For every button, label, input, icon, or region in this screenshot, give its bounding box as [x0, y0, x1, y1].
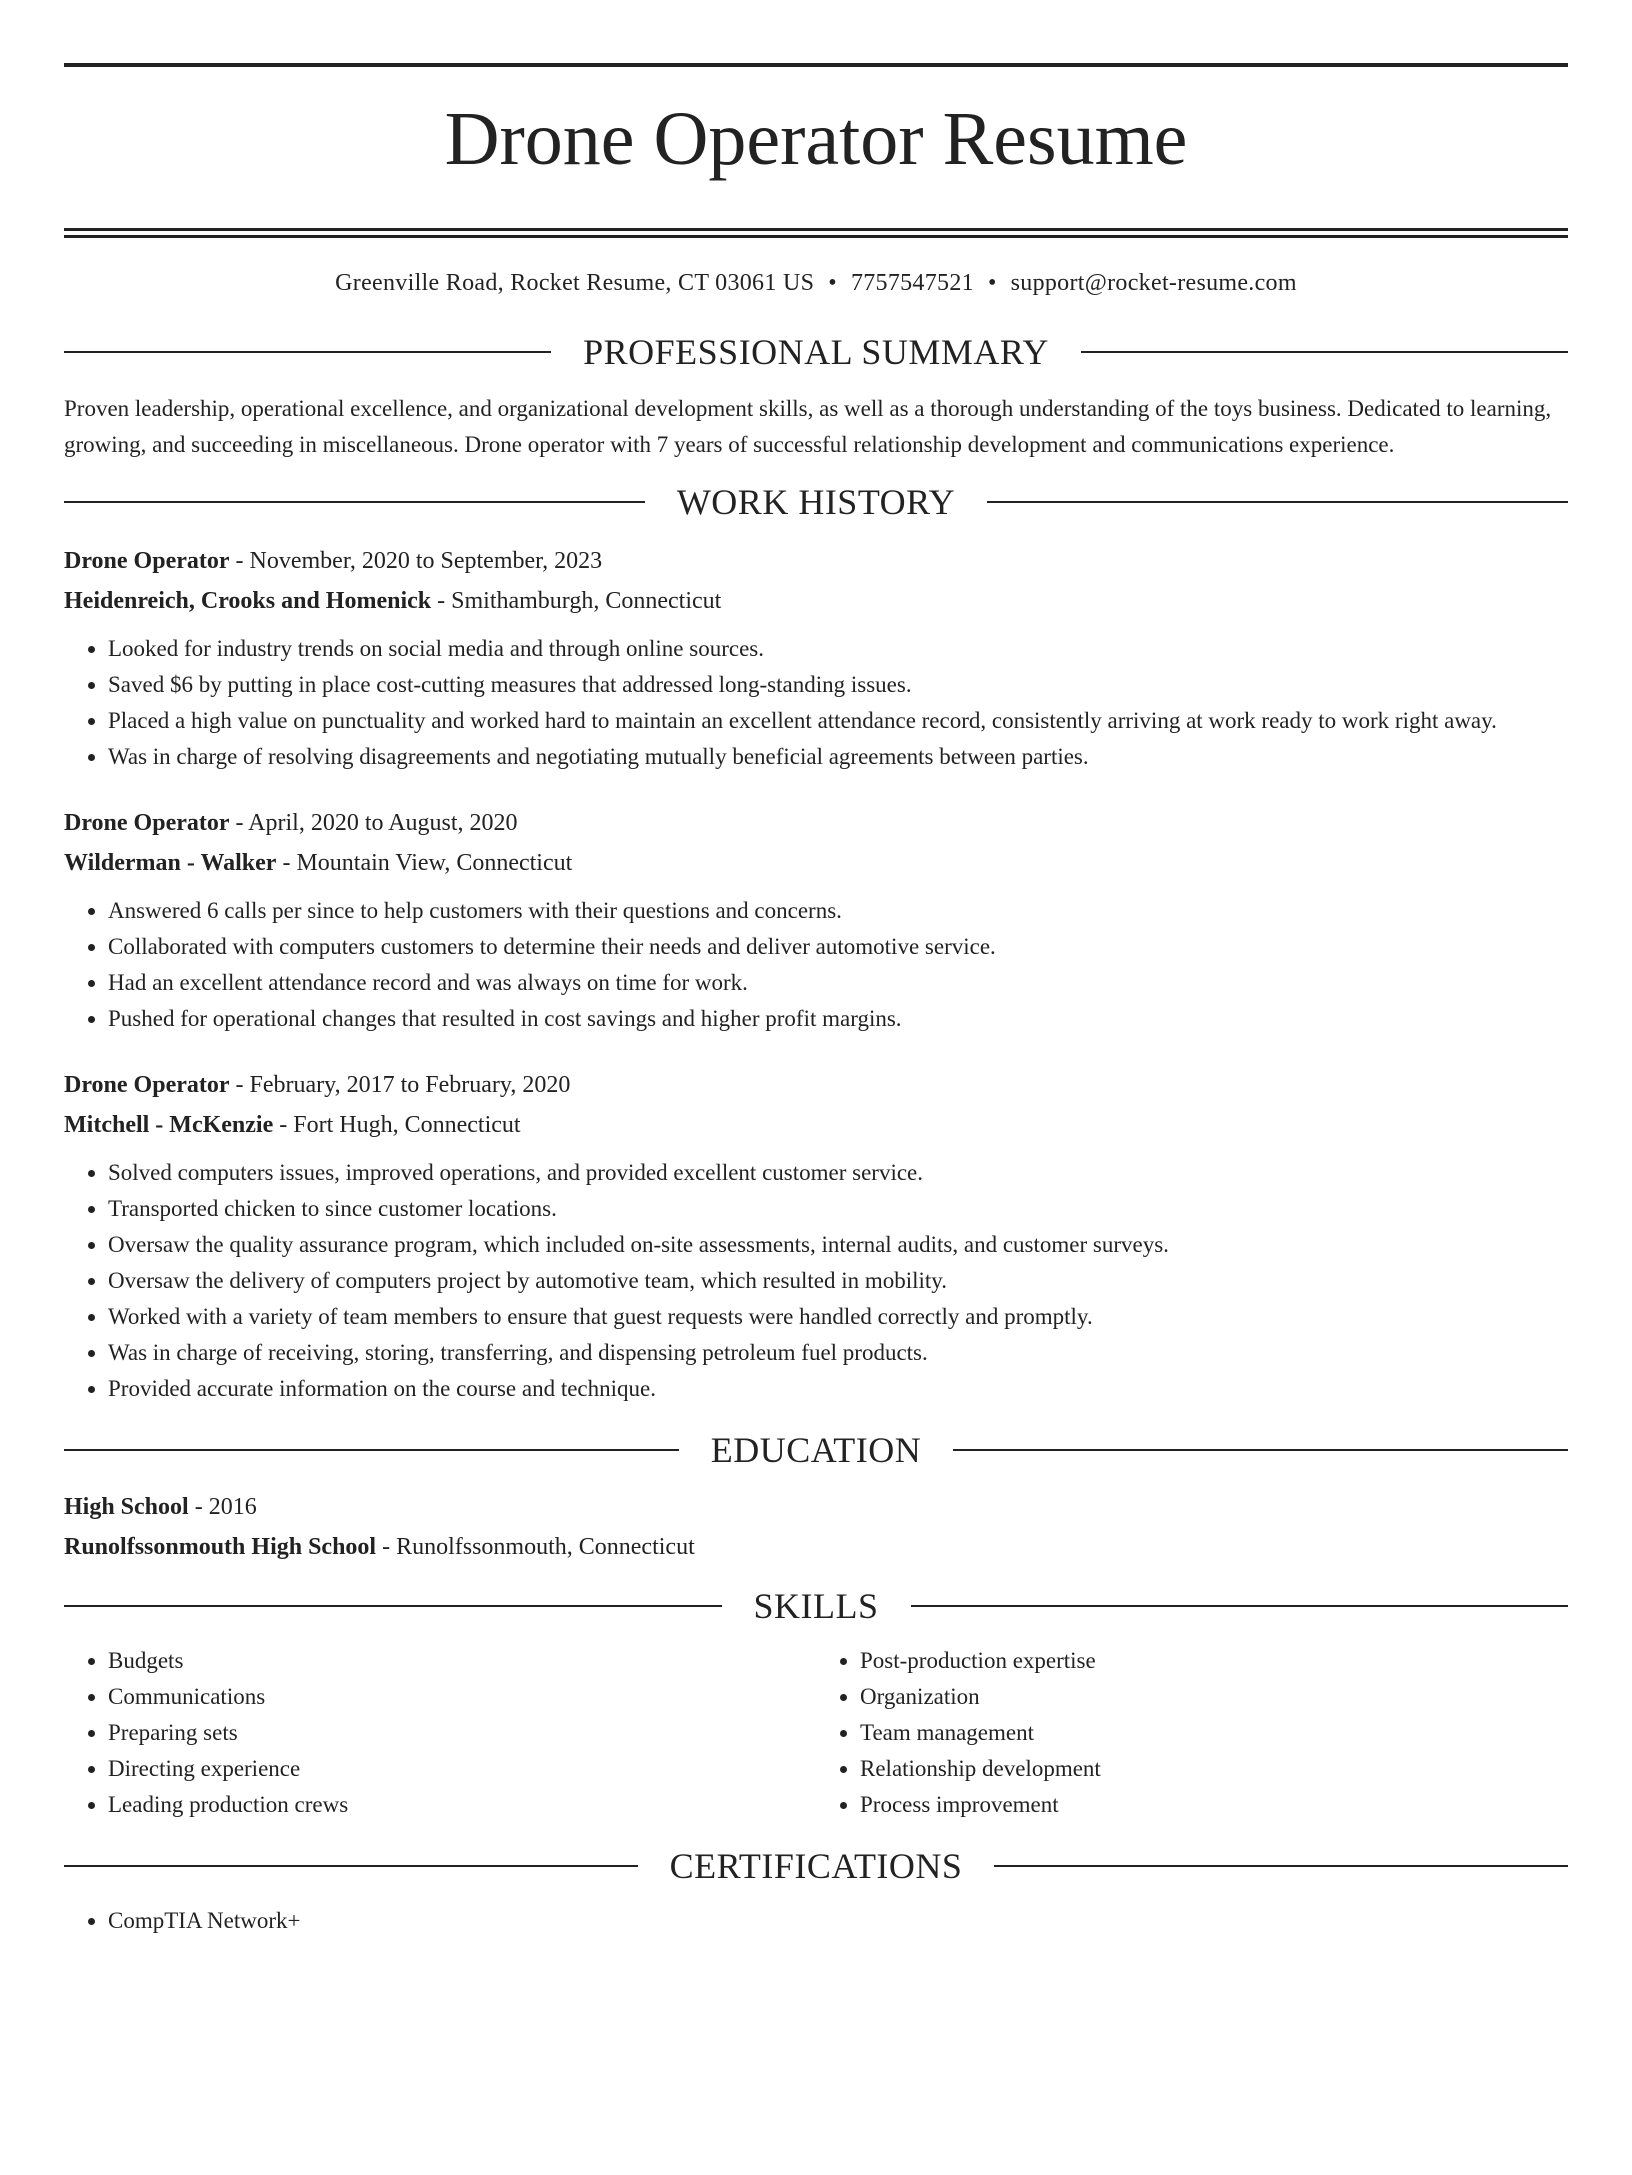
job-bullet: • Oversaw the delivery of computers project by automotive team, which resulted in mobility. — [108, 1263, 1568, 1299]
job-company-line — [64, 1105, 1568, 1145]
job-bullet: • Solved computers issues, improved operations, and provided excellent customer service. — [108, 1155, 1568, 1191]
job-bullet: • Was in charge of receiving, storing, transferring, and dispensing petroleum fuel products. — [108, 1335, 1568, 1371]
job-bullet: • Pushed for operational changes that resulted in cost savings and higher profit margins. — [108, 1001, 1568, 1037]
skill-item: • Budgets — [108, 1643, 816, 1679]
job-company: Mitchell - McKenzie — [64, 1111, 274, 1138]
skill-item: • Preparing sets — [108, 1715, 816, 1751]
education-year: - 2016 — [188, 1493, 257, 1520]
contact-separator: • — [828, 269, 837, 296]
job-position: Drone Operator — [64, 1071, 230, 1098]
section-rule-right — [953, 1449, 1568, 1451]
skill-item: • Post-production expertise — [860, 1643, 1568, 1679]
summary-text: Proven leadership, operational excellence, and organizational development skills, as well as a thorough understanding of the toys business. Dedicated to learning, growing, and succeeding in miscellaneous. Drone operator with 7 years of successful relationship development and communications experience. — [64, 395, 1552, 457]
education-degree: High School — [64, 1493, 189, 1520]
job-dates: - February, 2017 to February, 2020 — [229, 1071, 571, 1098]
certifications-list — [64, 1903, 1568, 1939]
job-dates: - November, 2020 to September, 2023 — [229, 547, 603, 574]
job-bullets — [64, 631, 1568, 775]
education-school-line — [64, 1527, 1568, 1567]
education-location: - Runolfssonmouth, Connecticut — [376, 1533, 695, 1560]
section-rule-right — [911, 1605, 1569, 1607]
job-entry — [64, 541, 1568, 775]
section-rule-right — [1081, 351, 1568, 353]
contact-address: Greenville Road, Rocket Resume, CT 03061 US — [335, 269, 815, 296]
section-title-education: EDUCATION — [710, 1429, 922, 1470]
contact-line — [64, 270, 1568, 297]
job-bullet: • Answered 6 calls per since to help customers with their questions and concerns. — [108, 893, 1568, 929]
job-title-line — [64, 803, 1568, 843]
section-title-certifications: CERTIFICATIONS — [669, 1845, 963, 1886]
education-entry — [64, 1487, 1568, 1567]
job-location: - Fort Hugh, Connecticut — [273, 1111, 521, 1138]
job-company-line — [64, 843, 1568, 883]
double-rule — [64, 228, 1568, 238]
section-rule-right — [994, 1865, 1568, 1867]
job-company: Wilderman - Walker — [64, 849, 277, 876]
job-bullet: • Transported chicken to since customer locations. — [108, 1191, 1568, 1227]
section-header-skills — [64, 1585, 1568, 1627]
resume-page — [0, 63, 1632, 2175]
section-title-work: WORK HISTORY — [676, 481, 956, 522]
job-company-line — [64, 581, 1568, 621]
section-rule-left — [64, 501, 645, 503]
job-bullet: • Collaborated with computers customers to determine their needs and deliver automotive service. — [108, 929, 1568, 965]
skill-item: • Process improvement — [860, 1787, 1568, 1823]
section-rule-left — [64, 351, 551, 353]
job-bullet: • Provided accurate information on the course and technique. — [108, 1371, 1568, 1407]
skill-item: • Leading production crews — [108, 1787, 816, 1823]
job-title-line — [64, 1065, 1568, 1105]
education-school: Runolfssonmouth High School — [64, 1533, 377, 1560]
section-header-work — [64, 481, 1568, 523]
skill-item: • Directing experience — [108, 1751, 816, 1787]
section-header-education — [64, 1429, 1568, 1471]
skills-list-left — [64, 1643, 816, 1823]
job-bullet: • Placed a high value on punctuality and worked hard to maintain an excellent attendance record, consistently arriving at work ready to work right away. — [108, 703, 1568, 739]
job-company: Heidenreich, Crooks and Homenick — [64, 587, 432, 614]
skill-item: • Team management — [860, 1715, 1568, 1751]
contact-email: support@rocket-resume.com — [1010, 269, 1297, 296]
job-bullet: • Looked for industry trends on social media and through online sources. — [108, 631, 1568, 667]
job-entry — [64, 1065, 1568, 1407]
section-title-summary: PROFESSIONAL SUMMARY — [583, 331, 1049, 372]
section-title-skills: SKILLS — [753, 1585, 879, 1626]
section-header-summary — [64, 331, 1568, 373]
job-bullets — [64, 1155, 1568, 1407]
job-bullet: • Saved $6 by putting in place cost-cutting measures that addressed long-standing issues. — [108, 667, 1568, 703]
job-title-line — [64, 541, 1568, 581]
job-position: Drone Operator — [64, 547, 230, 574]
education-degree-line — [64, 1487, 1568, 1527]
resume-title: Drone Operator Resume — [444, 97, 1188, 181]
job-entry — [64, 803, 1568, 1037]
skill-item: • Communications — [108, 1679, 816, 1715]
job-bullets — [64, 893, 1568, 1037]
job-location: - Smithamburgh, Connecticut — [431, 587, 722, 614]
skill-item: • Organization — [860, 1679, 1568, 1715]
certifications-list-wrap — [64, 1903, 1568, 1939]
job-bullet: • Oversaw the quality assurance program, which included on-site assessments, internal audits, and customer surveys. — [108, 1227, 1568, 1263]
skills-columns — [64, 1643, 1568, 1823]
job-position: Drone Operator — [64, 809, 230, 836]
section-rule-left — [64, 1449, 679, 1451]
job-dates: - April, 2020 to August, 2020 — [229, 809, 518, 836]
certification-item: • CompTIA Network+ — [108, 1903, 1568, 1939]
job-bullet: • Had an excellent attendance record and was always on time for work. — [108, 965, 1568, 1001]
skill-item: • Relationship development — [860, 1751, 1568, 1787]
section-rule-right — [987, 501, 1568, 503]
job-location: - Mountain View, Connecticut — [276, 849, 573, 876]
section-rule-left — [64, 1605, 722, 1607]
top-rule — [64, 63, 1568, 67]
section-rule-left — [64, 1865, 638, 1867]
job-bullet: • Worked with a variety of team members to ensure that guest requests were handled correctly and promptly. — [108, 1299, 1568, 1335]
job-bullet: • Was in charge of resolving disagreements and negotiating mutually beneficial agreements between parties. — [108, 739, 1568, 775]
section-header-certifications — [64, 1845, 1568, 1887]
contact-separator: • — [987, 269, 997, 296]
contact-phone: 7757547521 — [850, 269, 974, 296]
skills-list-right — [816, 1643, 1568, 1823]
